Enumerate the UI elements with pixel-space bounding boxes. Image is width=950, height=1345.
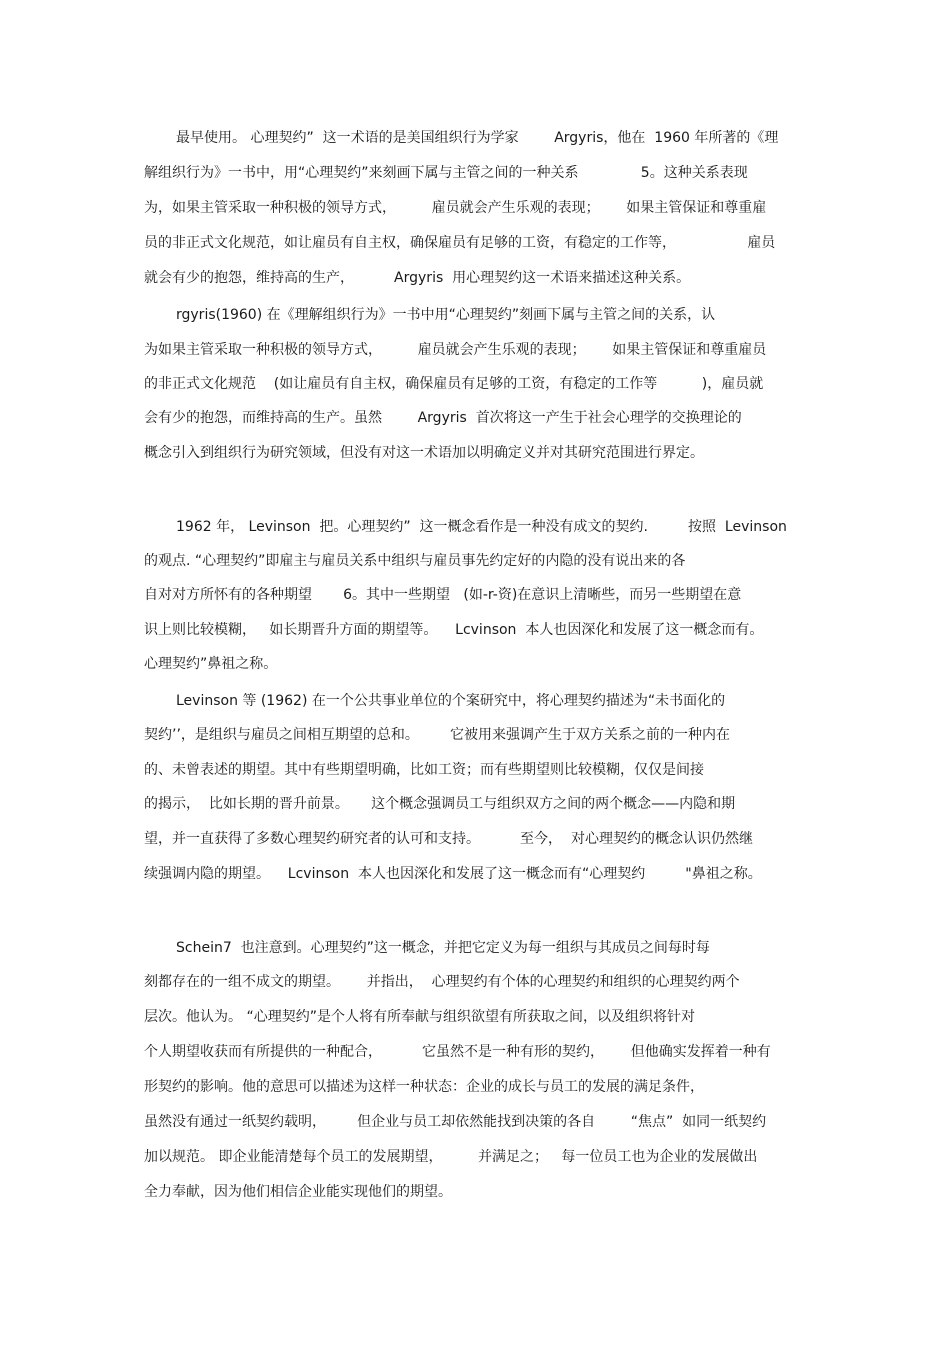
paragraph-2-line-5: 概念引入到组织行为研究领域，但没有对这一术语加以明确定义并对其研究范围进行界定。 (144, 445, 704, 461)
paragraph-5-line-6: 虽然没有通过一纸契约载明， 但企业与员工却依然能找到决策的各自 “焦点” 如同一纸契约 (144, 1114, 767, 1130)
paragraph-1-line-3: 为，如果主管采取一种积极的领导方式， 雇员就会产生乐观的表现； 如果主管保证和尊重雇 (144, 200, 767, 216)
paragraph-1-line-1: 最早使用。 心理契约” 这一术语的是美国组织行为学家 Argyris，他在 1960 年所著的《理 (176, 130, 779, 146)
paragraph-1-line-4: 员的非正式文化规范，如让雇员有自主权，确保雇员有足够的工资，有稳定的工作等， 雇员 (144, 235, 776, 251)
paragraph-5-line-8: 全力奉献，因为他们相信企业能实现他们的期望。 (144, 1184, 452, 1200)
paragraph-5-line-1: Schein7 也注意到。心理契约”这一概念，并把它定义为每一组织与其成员之间每时每 (176, 940, 710, 956)
paragraph-4-line-4: 的揭示， 比如长期的晋升前景。 这个概念强调员工与组织双方之间的两个概念——内隐和期 (144, 796, 736, 812)
paragraph-2-line-1: rgyris(1960) 在《理解组织行为》一书中用“心理契约”刻画下属与主管之间的关系，认 (176, 307, 716, 323)
paragraph-5-line-3: 层次。他认为。 “心理契约”是个人将有所奉献与组织欲望有所获取之间，以及组织将针对 (144, 1009, 695, 1025)
paragraph-5-line-7: 加以规范。 即企业能清楚每个员工的发展期望， 并满足之； 每一位员工也为企业的发展做出 (144, 1149, 758, 1165)
paragraph-4-line-6: 续强调内隐的期望。 Lcvinson 本人也因深化和发展了这一概念而有“心理契约 "鼻祖之称。 (144, 866, 762, 882)
paragraph-1-line-5: 就会有少的抱怨，维持高的生产， Argyris 用心理契约这一术语来描述这种关系。 (144, 270, 691, 286)
paragraph-3-line-1: 1962 年， Levinson 把。心理契约” 这一概念看作是一种没有成文的契约. 按照 Levinson (176, 519, 787, 535)
paragraph-3-line-2: 的观点. “心理契约”即雇主与雇员关系中组织与雇员事先约定好的内隐的没有说出来的各 (144, 553, 686, 569)
paragraph-2-line-4: 会有少的抱怨，而维持高的生产。虽然 Argyris 首次将这一产生于社会心理学的交换理论的 (144, 410, 742, 426)
paragraph-3-line-5: 心理契约”鼻祖之称。 (144, 656, 278, 672)
paragraph-4-line-3: 的、未曾表述的期望。其中有些期望明确，比如工资；而有些期望则比较模糊，仅仅是间接 (144, 762, 704, 778)
paragraph-4-line-2: 契约’’，是组织与雇员之间相互期望的总和。 它被用来强调产生于双方关系之前的一种内在 (144, 727, 731, 743)
paragraph-4-line-5: 望，并一直获得了多数心理契约研究者的认可和支持。 至今， 对心理契约的概念认识仍然继 (144, 831, 753, 847)
paragraph-3-line-3: 自对对方所怀有的各种期望 6。其中一些期望 (如-r-资)在意识上清晰些，而另一些期望在意 (144, 587, 742, 603)
paragraph-4-line-1: Levinson 等 (1962) 在一个公共事业单位的个案研究中，将心理契约描述为“未书面化的 (176, 693, 726, 709)
paragraph-2-line-2: 为如果主管采取一种积极的领导方式， 雇员就会产生乐观的表现； 如果主管保证和尊重雇员 (144, 342, 767, 358)
paragraph-3-line-4: 识上则比较模糊， 如长期晋升方面的期望等。 Lcvinson 本人也因深化和发展了这一概念而有。 (144, 622, 764, 638)
paragraph-5-line-5: 形契约的影响。他的意思可以描述为这样一种状态：企业的成长与员工的发展的满足条件， (144, 1079, 704, 1095)
paragraph-2-line-3: 的非正式文化规范 (如让雇员有自主权，确保雇员有足够的工资，有稳定的工作等 )，雇员就 (144, 376, 764, 392)
paragraph-5-line-2: 刻都存在的一组不成文的期望。 并指出， 心理契约有个体的心理契约和组织的心理契约两个 (144, 974, 740, 990)
paragraph-5-line-4: 个人期望收获而有所提供的一种配合， 它虽然不是一种有形的契约， 但他确实发挥着一种有 (144, 1044, 771, 1060)
paragraph-1-line-2: 解组织行为》一书中，用“心理契约”来刻画下属与主管之间的一种关系 5。这种关系表现 (144, 165, 748, 181)
